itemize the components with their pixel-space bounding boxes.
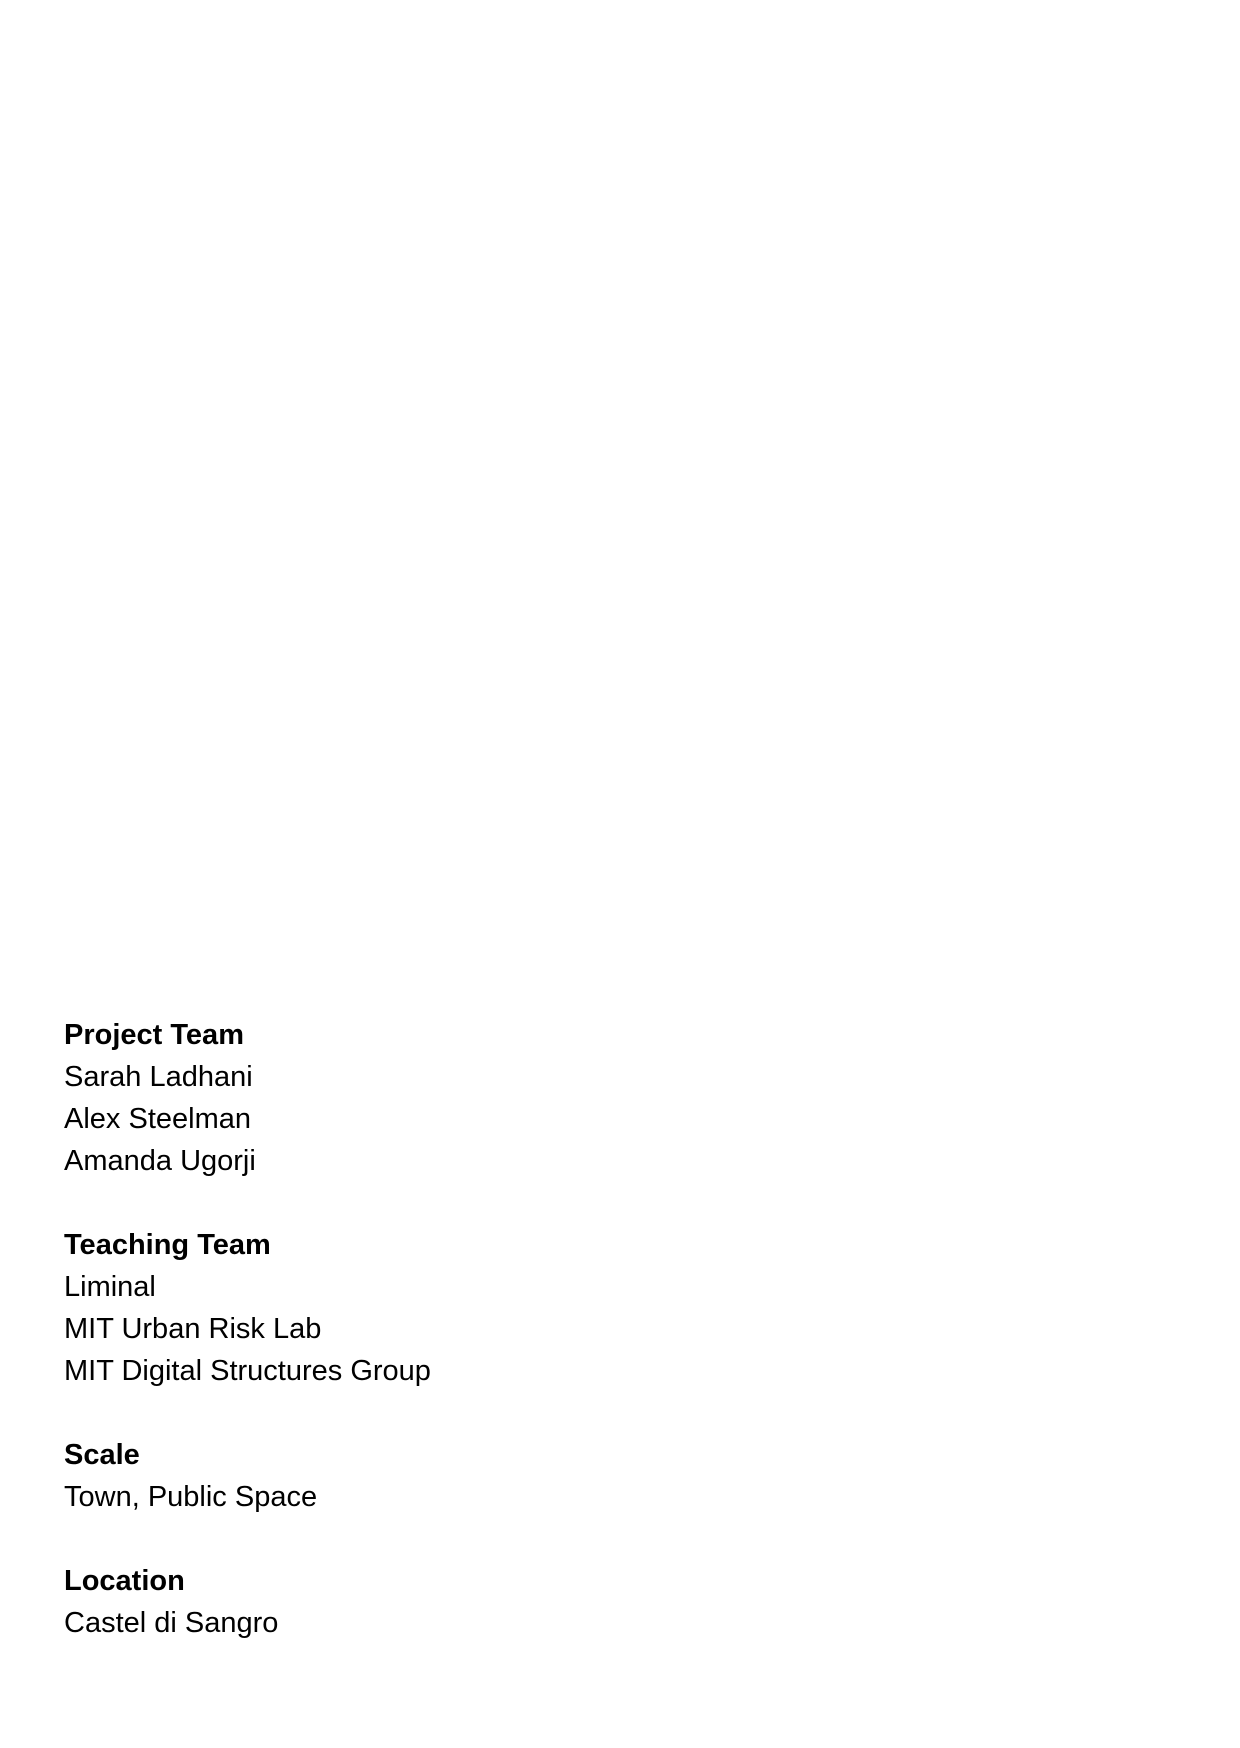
- project-team-heading: Project Team: [64, 1019, 244, 1051]
- scale-section: [64, 1434, 764, 1518]
- team-member: Sarah Ladhani: [64, 1061, 253, 1093]
- teaching-team-member: Liminal: [64, 1271, 156, 1303]
- location-heading: Location: [64, 1565, 185, 1597]
- teaching-team-member: MIT Urban Risk Lab: [64, 1313, 322, 1345]
- location-section: [64, 1560, 764, 1644]
- project-team-section: [64, 1014, 764, 1182]
- team-member: Alex Steelman: [64, 1103, 251, 1135]
- teaching-team-section: [64, 1224, 764, 1392]
- scale-value: Town, Public Space: [64, 1481, 318, 1513]
- team-member: Amanda Ugorji: [64, 1145, 256, 1177]
- location-value: Castel di Sangro: [64, 1607, 279, 1639]
- scale-heading: Scale: [64, 1439, 140, 1471]
- teaching-team-member: MIT Digital Structures Group: [64, 1355, 431, 1387]
- credits-block: [64, 1014, 764, 1686]
- teaching-team-heading: Teaching Team: [64, 1229, 271, 1261]
